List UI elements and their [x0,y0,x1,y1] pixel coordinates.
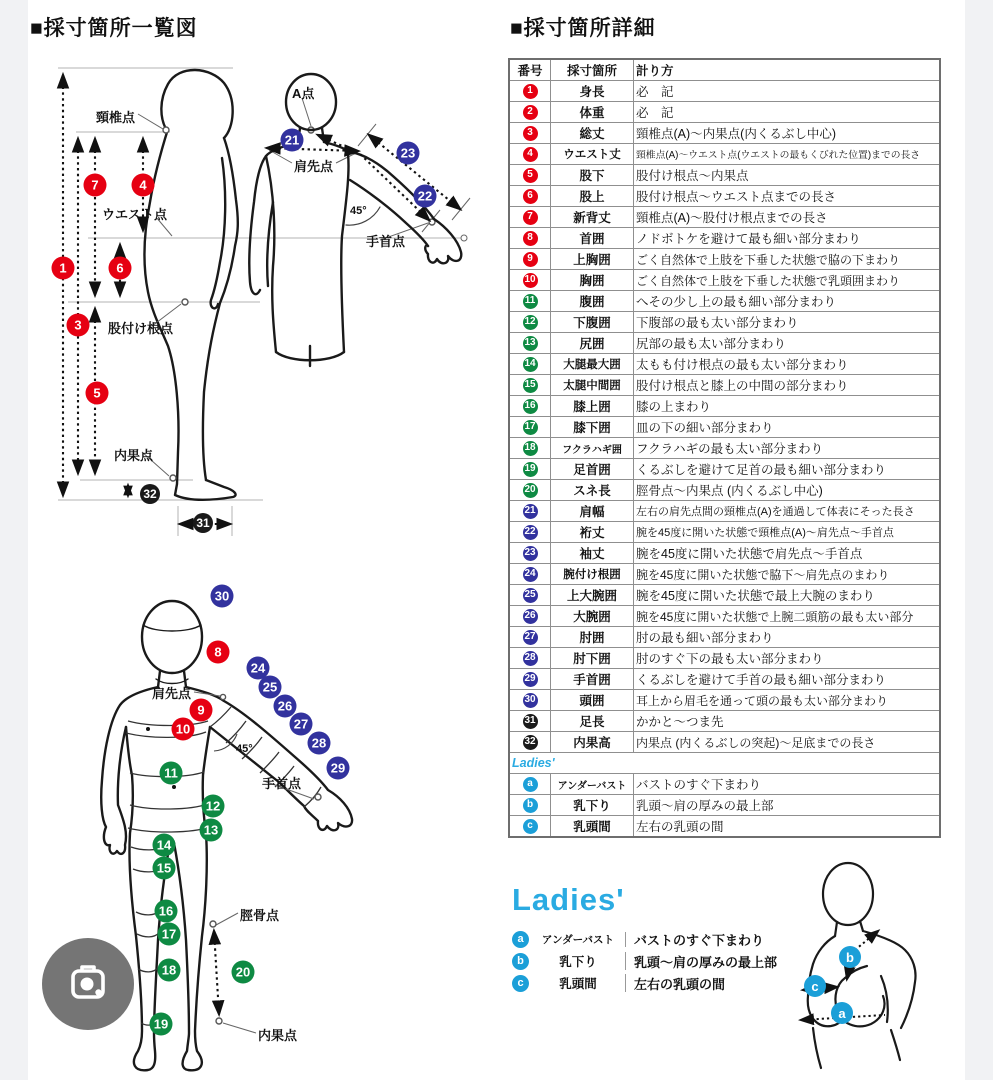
cell-location: 大腕囲 [551,606,634,627]
number-badge: 4 [523,147,538,162]
number-badge: 3 [523,126,538,141]
point-marker-23: 23 [397,142,420,165]
ladies-row [512,972,782,994]
number-badge: 17 [523,420,538,435]
cell-method: 膝の上まわり [634,396,941,417]
cell-location: アンダーバスト [551,774,634,795]
cell-location: 乳頭間 [551,816,634,838]
cell-number [509,165,551,186]
point-marker-17: 17 [158,923,181,946]
cell-location: 上胸囲 [551,249,634,270]
number-badge: 20 [523,483,538,498]
number-badge: c [523,819,538,834]
table-row [509,459,940,480]
point-marker-22: 22 [414,185,437,208]
cell-location: 胸囲 [551,270,634,291]
table-row [509,795,940,816]
cell-method: 頸椎点(A)～ウエスト点(ウエストの最もくびれた位置)までの長さ [634,144,941,165]
ladies-section-title: Ladies' [512,882,625,917]
cell-number [509,564,551,585]
table-section-label: Ladies' [509,753,940,774]
cell-location: 袖丈 [551,543,634,564]
cell-location: 股下 [551,165,634,186]
cell-location: 足長 [551,711,634,732]
table-row [509,711,940,732]
table-row [509,228,940,249]
cell-number [509,501,551,522]
col-header-location: 採寸箇所 [551,59,634,81]
cell-number [509,417,551,438]
cell-number [509,375,551,396]
number-badge: 19 [523,462,538,477]
cell-location: 膝上囲 [551,396,634,417]
point-marker-15: 15 [153,857,176,880]
cell-location: 上大腕囲 [551,585,634,606]
cell-method: ごく自然体で上肢を下垂した状態で脇の下まわり [634,249,941,270]
number-badge: 21 [523,504,538,519]
table-row [509,564,940,585]
cell-location: 新背丈 [551,207,634,228]
table-row [509,480,940,501]
left-margin [0,0,28,1080]
point-marker-16: 16 [155,900,178,923]
cell-number [509,648,551,669]
cell-location: 内果高 [551,732,634,753]
cell-number [509,186,551,207]
cell-location: 腕付け根囲 [551,564,634,585]
number-badge: 5 [523,168,538,183]
point-marker-7: 7 [84,174,107,197]
number-badge: 28 [523,651,538,666]
cell-number [509,732,551,753]
cell-method: 左右の肩先点間の頸椎点(A)を通過して体表にそった長さ [634,501,941,522]
cell-location: ウエスト丈 [551,144,634,165]
point-marker-26: 26 [274,695,297,718]
cell-number [509,669,551,690]
cell-location: 肘囲 [551,627,634,648]
ladies-name: 乳下り [535,952,626,970]
number-badge: 9 [523,252,538,267]
table-row [509,627,940,648]
ladies-row [512,950,782,972]
point-marker-c: c [804,975,826,997]
measure-table-rows [509,81,940,838]
point-marker-27: 27 [290,713,313,736]
number-badge: 30 [523,693,538,708]
table-row [509,522,940,543]
point-marker-4: 4 [132,174,155,197]
number-badge: a [523,777,538,792]
cell-number [509,312,551,333]
point-marker-9: 9 [190,699,213,722]
cell-number [509,606,551,627]
point-marker-8: 8 [207,641,230,664]
table-row [509,690,940,711]
ladies-method: バストのすぐ下まわり [634,932,765,948]
point-marker-29: 29 [327,757,350,780]
cell-method: 腕を45度に開いた状態で肩先点～手首点 [634,543,941,564]
table-row [509,543,940,564]
cell-number [509,396,551,417]
cell-location: 股上 [551,186,634,207]
cell-number [509,249,551,270]
cell-location: フクラハギ囲 [551,438,634,459]
cell-number [509,774,551,795]
number-badge: 27 [523,630,538,645]
camera-lens-button[interactable] [42,938,134,1030]
cell-number [509,438,551,459]
cell-location: 腹囲 [551,291,634,312]
cell-number [509,690,551,711]
cell-location: 太腿中間囲 [551,375,634,396]
table-row [509,375,940,396]
diagram-label: 内果点 [114,448,154,463]
cell-method: くるぶしを避けて手首の最も細い部分まわり [634,669,941,690]
cell-method: 尻部の最も太い部分まわり [634,333,941,354]
diagram-label: 頸椎点 [96,110,136,125]
number-badge: 10 [523,273,538,288]
point-marker-5: 5 [86,382,109,405]
point-marker-30: 30 [211,585,234,608]
cell-method: 皿の下の細い部分まわり [634,417,941,438]
table-row [509,81,940,102]
cell-method: 乳頭～肩の厚みの最上部 [634,795,941,816]
table-row [509,816,940,838]
cell-number [509,585,551,606]
diagram-label: 45° [350,205,367,217]
point-marker-12: 12 [202,795,225,818]
cell-method: 下腹部の最も太い部分まわり [634,312,941,333]
table-row [509,648,940,669]
cell-method: 股付け根点～ウエスト点までの長さ [634,186,941,207]
number-badge: 16 [523,399,538,414]
table-row [509,585,940,606]
number-badge: 15 [523,378,538,393]
cell-method: くるぶしを避けて足首の最も細い部分まわり [634,459,941,480]
point-marker-25: 25 [259,676,282,699]
point-marker-b: b [839,946,861,968]
cell-number [509,795,551,816]
diagram-label: 肩先点 [294,159,334,174]
cell-method: 脛骨点～内果点 (内くるぶし中心) [634,480,941,501]
cell-location: 乳下り [551,795,634,816]
cell-location: 尻囲 [551,333,634,354]
cell-number [509,480,551,501]
cell-method: 必 記 [634,102,941,123]
cell-method: 頸椎点(A)～股付け根点までの長さ [634,207,941,228]
cell-method: ごく自然体で上肢を下垂した状態で乳頭囲まわり [634,270,941,291]
cell-location: 下腹囲 [551,312,634,333]
table-row [509,249,940,270]
point-marker-18: 18 [158,959,181,982]
ladies-rows [512,928,782,994]
female-torso-figure [793,858,973,1080]
ladies-name: 乳頭間 [535,974,626,992]
table-row [509,207,940,228]
cell-method: かかと～つま先 [634,711,941,732]
table-row [509,396,940,417]
cell-number [509,81,551,102]
table-row [509,102,940,123]
cell-method: バストのすぐ下まわり [634,774,941,795]
number-badge: 23 [523,546,538,561]
cell-number [509,123,551,144]
table-row [509,606,940,627]
point-marker-32: 32 [140,484,160,504]
ladies-figure [793,858,973,1080]
cell-number [509,543,551,564]
cell-location: 体重 [551,102,634,123]
overview-diagram-top [28,50,500,565]
table-row [509,669,940,690]
cell-method: 股付け根点と膝上の中間の部分まわり [634,375,941,396]
number-badge: 11 [523,294,538,309]
diagram-label: 内果点 [258,1028,298,1043]
number-badge: 14 [523,357,538,372]
cell-location: 裄丈 [551,522,634,543]
ladies-method: 乳頭～肩の厚みの最上部 [634,954,778,970]
cell-location: 肩幅 [551,501,634,522]
table-header-row [509,59,940,81]
cell-method: へその少し上の最も細い部分まわり [634,291,941,312]
diagram-label: 股付け根点 [108,321,174,336]
number-badge: 6 [523,189,538,204]
table-row [509,123,940,144]
cell-method: 耳上から眉毛を通って頭の最も太い部分まわり [634,690,941,711]
number-badge: 12 [523,315,538,330]
cell-method: 太もも付け根点の最も太い部分まわり [634,354,941,375]
col-header-method: 計り方 [634,59,941,81]
number-badge: 25 [523,588,538,603]
table-row [509,417,940,438]
number-badge: 32 [523,735,538,750]
table-row [509,732,940,753]
point-marker-3: 3 [67,314,90,337]
table-row [509,186,940,207]
cell-method: 腕を45度に開いた状態で頸椎点(A)～肩先点～手首点 [634,522,941,543]
table-row [509,270,940,291]
cell-location: 足首囲 [551,459,634,480]
table-row [509,144,940,165]
cell-number [509,228,551,249]
cell-number [509,711,551,732]
diagram-label: 肩先点 [152,686,192,701]
camera-icon [65,961,111,1007]
point-marker-19: 19 [150,1013,173,1036]
measurement-table [508,58,941,838]
cell-location: 膝下囲 [551,417,634,438]
number-badge: 7 [523,210,538,225]
body-side-and-back-figure [28,50,500,565]
point-marker-6: 6 [109,257,132,280]
number-badge: 13 [523,336,538,351]
cell-number [509,522,551,543]
cell-number [509,354,551,375]
point-marker-1: 1 [52,257,75,280]
cell-location: 手首囲 [551,669,634,690]
table-row [509,753,940,774]
table-row [509,291,940,312]
point-marker-31: 31 [193,513,213,533]
ladies-badge: a [512,931,529,948]
left-panel-title: ■採寸箇所一覧図 [30,17,198,40]
cell-method: 頸椎点(A)～内果点(内くるぶし中心) [634,123,941,144]
cell-location: 総丈 [551,123,634,144]
point-marker-10: 10 [172,718,195,741]
diagram-label: 手首点 [262,776,302,791]
cell-method: 内果点 (内くるぶしの突起)～足底までの長さ [634,732,941,753]
cell-method: 腕を45度に開いた状態で上腕二頭筋の最も太い部分 [634,606,941,627]
cell-number [509,144,551,165]
table-row [509,438,940,459]
cell-method: 肘のすぐ下の最も太い部分まわり [634,648,941,669]
ladies-badge: c [512,975,529,992]
cell-number [509,207,551,228]
point-marker-13: 13 [200,819,223,842]
ladies-name: アンダーバスト [535,932,626,947]
cell-location: 頭囲 [551,690,634,711]
cell-location: 大腿最大囲 [551,354,634,375]
body-front-figure [90,575,420,1080]
point-marker-21: 21 [281,129,304,152]
point-marker-a: a [831,1002,853,1024]
ladies-badge: b [512,953,529,970]
cell-method: 左右の乳頭の間 [634,816,941,838]
cell-location: 肘下囲 [551,648,634,669]
right-panel-title: ■採寸箇所詳細 [510,17,656,40]
table-row [509,501,940,522]
point-marker-14: 14 [153,834,176,857]
cell-location: 首囲 [551,228,634,249]
number-badge: 31 [523,714,538,729]
cell-number [509,102,551,123]
overview-diagram-bottom [90,575,420,1080]
diagram-label: 脛骨点 [240,908,280,923]
cell-location: 身長 [551,81,634,102]
cell-method: フクラハギの最も太い部分まわり [634,438,941,459]
cell-number [509,291,551,312]
number-badge: 2 [523,105,538,120]
diagram-label: ウエスト点 [102,207,168,222]
ladies-method: 左右の乳頭の間 [634,976,726,992]
table-row [509,354,940,375]
point-marker-24: 24 [247,657,270,680]
cell-method: ノドボトケを避けて最も細い部分まわり [634,228,941,249]
number-badge: 18 [523,441,538,456]
cell-number [509,816,551,838]
number-badge: b [523,798,538,813]
number-badge: 1 [523,84,538,99]
point-marker-20: 20 [232,961,255,984]
diagram-label: 手首点 [366,234,406,249]
cell-method: 肘の最も細い部分まわり [634,627,941,648]
cell-number [509,333,551,354]
cell-method: 腕を45度に開いた状態で最上大腕のまわり [634,585,941,606]
table-row [509,774,940,795]
diagram-label: A点 [292,86,315,101]
ladies-row [512,928,782,950]
number-badge: 24 [523,567,538,582]
number-badge: 29 [523,672,538,687]
cell-number [509,627,551,648]
number-badge: 22 [523,525,538,540]
number-badge: 8 [523,231,538,246]
point-marker-28: 28 [308,732,331,755]
col-header-number: 番号 [509,59,551,81]
table-row [509,333,940,354]
cell-number [509,270,551,291]
cell-location: スネ長 [551,480,634,501]
cell-method: 必 記 [634,81,941,102]
cell-method: 股付け根点～内果点 [634,165,941,186]
point-marker-11: 11 [160,762,183,785]
table-row [509,165,940,186]
cell-number [509,459,551,480]
diagram-label: 45° [236,743,253,755]
cell-method: 腕を45度に開いた状態で脇下～肩先点のまわり [634,564,941,585]
table-row [509,312,940,333]
number-badge: 26 [523,609,538,624]
